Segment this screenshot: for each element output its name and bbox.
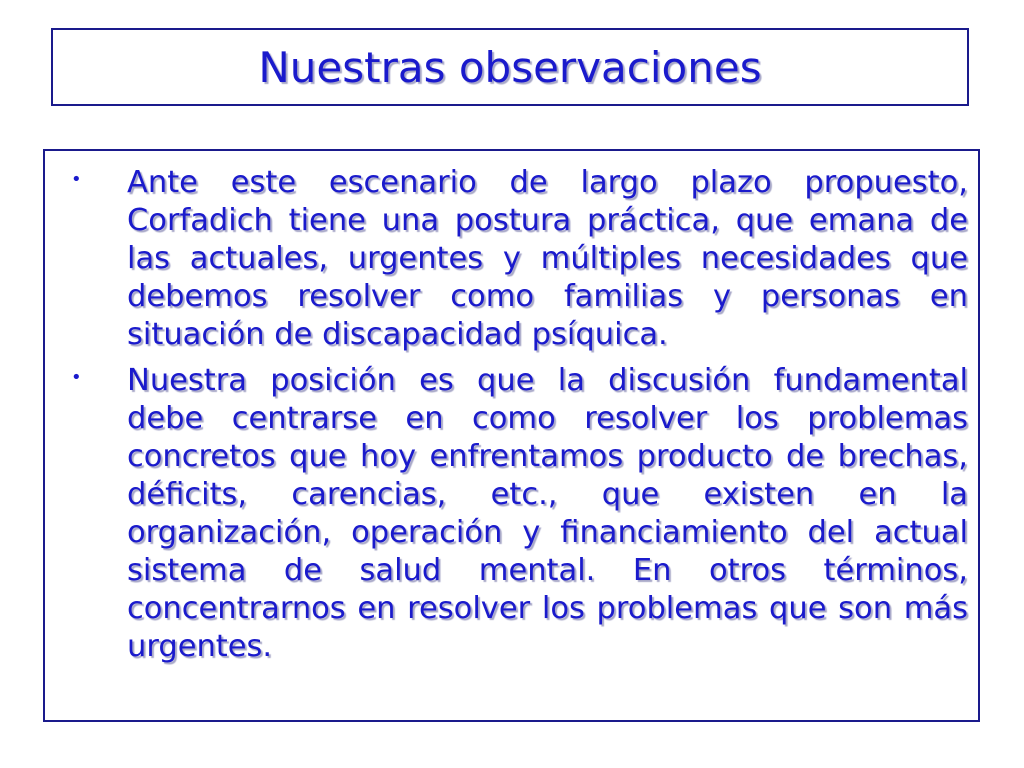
bullet-list xyxy=(55,164,968,666)
slide-title: Nuestras observaciones xyxy=(258,42,762,92)
bullet-text-2: Nuestra posición es que la discusión fundamental debe centrarse en como resolver los problemas concretos que hoy enfrentamos producto de brechas, déficits, carencias, etc., que existen en la organización, operación y financiamiento del actual sistema de salud mental. En otros términos, concentrarnos en resolver los problemas que son más urgentes. xyxy=(127,363,968,664)
bullet-item-1 xyxy=(55,164,968,354)
bullet-text-1: Ante este escenario de largo plazo propuesto, Corfadich tiene una postura práctica, que emana de las actuales, urgentes y múltiples necesidades que debemos resolver como familias y personas en situación de discapacidad psíquica. xyxy=(127,165,968,352)
title-box xyxy=(51,28,969,106)
bullet-marker: • xyxy=(71,169,82,190)
content-box xyxy=(43,149,980,722)
bullet-marker: • xyxy=(71,367,82,388)
bullet-item-2 xyxy=(55,362,968,666)
